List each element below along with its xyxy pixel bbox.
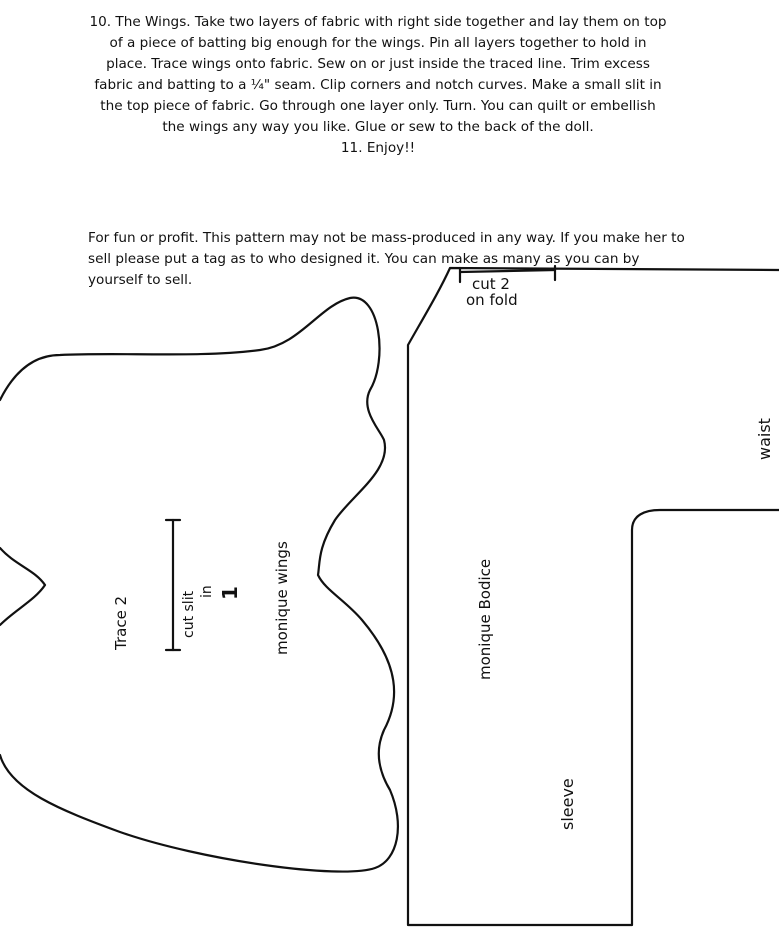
slit-label-line1: cut slit (181, 590, 197, 638)
fold-label-line1: cut 2 (472, 275, 510, 293)
wings-left-notch (0, 548, 45, 625)
slit-count: 1 (218, 586, 242, 600)
bodice-outline (408, 268, 779, 925)
step-10-text: 10. The Wings. Take two layers of fabric with right side together and lay them on top of a piece of batting big enough for the wings. Pin all layers together to hold in place. Trace wings onto fabric. Sew on or just inside the traced line. Trim excess fabric and batting to a ¼" seam. Clip corners and notch curves. Make a small slit in the top piece of fabric. Go through one layer only. Turn. You can quilt or embellish the wings any way you like. Glue or sew to the back of the doll. (89, 14, 667, 135)
bodice-pattern-piece (408, 266, 779, 925)
slit-label-line2: in (199, 585, 215, 598)
usage-notice-text: For fun or profit. This pattern may not be mass-produced in any way. If you make her to sell please put a tag as to who designed it. You can make as many as you can by yourself to sell. (88, 230, 685, 288)
waist-label: waist (755, 418, 774, 460)
trace-label: Trace 2 (112, 595, 130, 650)
wings-piece-name: monique wings (273, 541, 291, 655)
sleeve-label: sleeve (558, 778, 577, 830)
fold-line (460, 270, 555, 272)
bodice-piece-name: monique Bodice (476, 558, 494, 680)
wings-pattern-piece (0, 298, 398, 872)
step-11-text: 11. Enjoy!! (340, 140, 416, 156)
wings-outline (0, 298, 398, 872)
fold-label-line2: on fold (466, 291, 518, 309)
